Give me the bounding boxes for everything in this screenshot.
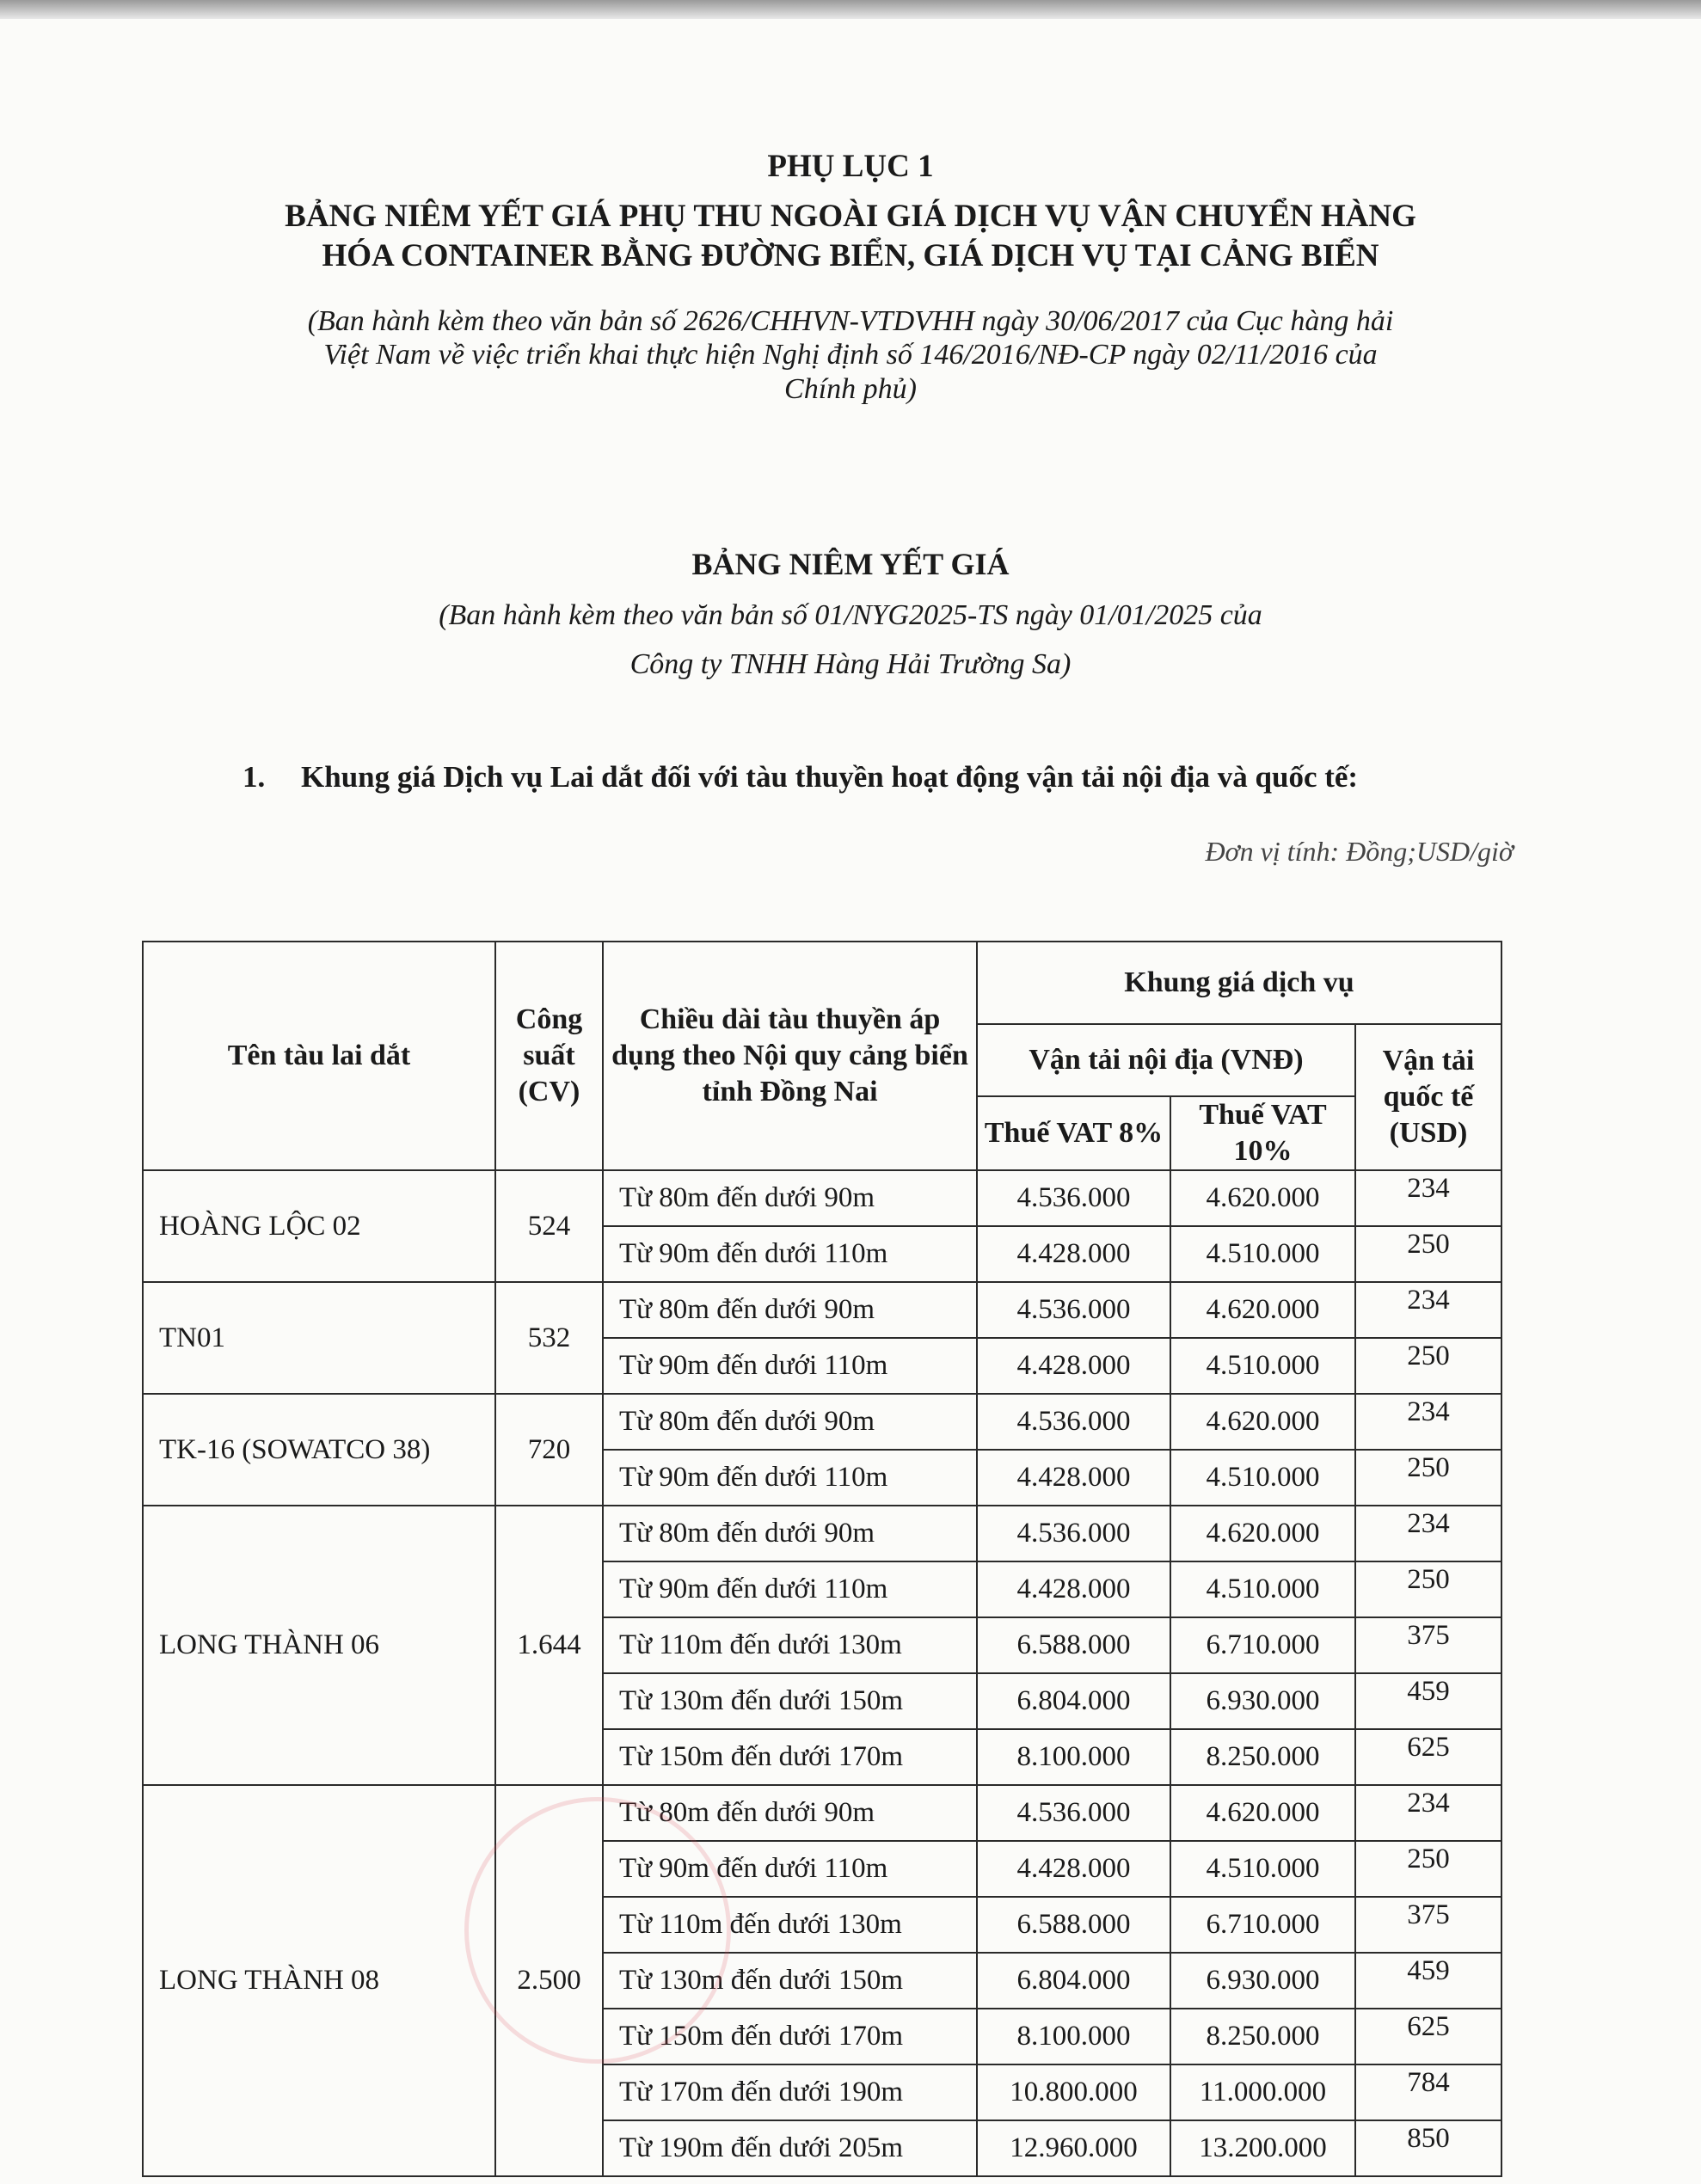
header-international: Vận tải quốc tế (USD) — [1355, 1024, 1501, 1170]
header-domestic: Vận tải nội địa (VNĐ) — [977, 1024, 1355, 1096]
price-usd: 784 — [1355, 2064, 1501, 2120]
table-row — [143, 1394, 1501, 1450]
price-usd: 234 — [1355, 1282, 1501, 1338]
price-vat10: 4.620.000 — [1170, 1282, 1355, 1338]
header-length: Chiều dài tàu thuyền áp dụng theo Nội quy cảng biển tỉnh Đồng Nai — [603, 942, 977, 1170]
length-range: Từ 110m đến dưới 130m — [603, 1897, 977, 1953]
length-range: Từ 90m đến dưới 110m — [603, 1841, 977, 1897]
price-usd: 234 — [1355, 1506, 1501, 1561]
tug-power: 1.644 — [495, 1506, 603, 1785]
price-vat10: 8.250.000 — [1170, 1729, 1355, 1785]
price-vat10: 4.510.000 — [1170, 1450, 1355, 1506]
tug-price-table — [142, 941, 1502, 2177]
price-vat10: 13.200.000 — [1170, 2120, 1355, 2176]
doc-note-line2: Việt Nam về việc triển khai thực hiện Nghị định số 146/2016/NĐ-CP ngày 02/11/2016 của — [323, 339, 1378, 371]
price-vat10: 4.510.000 — [1170, 1841, 1355, 1897]
tug-name: TN01 — [143, 1282, 495, 1394]
price-vat10: 4.510.000 — [1170, 1338, 1355, 1394]
table-row — [143, 1282, 1501, 1338]
price-vat10: 6.710.000 — [1170, 1617, 1355, 1673]
table-row — [143, 1785, 1501, 1841]
tug-name: HOÀNG LỘC 02 — [143, 1170, 495, 1282]
price-vat8: 4.428.000 — [977, 1450, 1170, 1506]
price-vat8: 4.428.000 — [977, 1338, 1170, 1394]
price-usd: 625 — [1355, 1729, 1501, 1785]
length-range: Từ 170m đến dưới 190m — [603, 2064, 977, 2120]
price-vat10: 4.510.000 — [1170, 1561, 1355, 1617]
length-range: Từ 80m đến dưới 90m — [603, 1506, 977, 1561]
price-usd: 459 — [1355, 1953, 1501, 2009]
header-power: Công suất (CV) — [495, 942, 603, 1170]
tug-power: 524 — [495, 1170, 603, 1282]
header-vat8: Thuế VAT 8% — [977, 1096, 1170, 1170]
tug-name: TK-16 (SOWATCO 38) — [143, 1394, 495, 1506]
price-vat10: 4.510.000 — [1170, 1226, 1355, 1282]
length-range: Từ 80m đến dưới 90m — [603, 1170, 977, 1226]
price-usd: 250 — [1355, 1450, 1501, 1506]
unit-label: Đơn vị tính: Đồng;USD/giờ — [1205, 836, 1514, 867]
price-vat8: 10.800.000 — [977, 2064, 1170, 2120]
price-vat10: 6.710.000 — [1170, 1897, 1355, 1953]
price-vat8: 8.100.000 — [977, 1729, 1170, 1785]
length-range: Từ 90m đến dưới 110m — [603, 1561, 977, 1617]
price-vat8: 6.804.000 — [977, 1673, 1170, 1729]
price-usd: 234 — [1355, 1170, 1501, 1226]
table-row — [143, 1506, 1501, 1561]
price-vat10: 11.000.000 — [1170, 2064, 1355, 2120]
price-usd: 375 — [1355, 1617, 1501, 1673]
length-range: Từ 90m đến dưới 110m — [603, 1226, 977, 1282]
tug-name: LONG THÀNH 06 — [143, 1506, 495, 1785]
tug-power: 532 — [495, 1282, 603, 1394]
price-list-note-line1: (Ban hành kèm theo văn bản số 01/NYG2025-TS ngày 01/01/2025 của — [439, 599, 1262, 631]
length-range: Từ 150m đến dưới 170m — [603, 2009, 977, 2064]
price-vat10: 6.930.000 — [1170, 1673, 1355, 1729]
price-usd: 234 — [1355, 1394, 1501, 1450]
price-usd: 250 — [1355, 1226, 1501, 1282]
price-vat8: 6.804.000 — [977, 1953, 1170, 2009]
price-vat8: 4.536.000 — [977, 1785, 1170, 1841]
price-list-title: BẢNG NIÊM YẾT GIÁ — [691, 547, 1010, 581]
length-range: Từ 80m đến dưới 90m — [603, 1394, 977, 1450]
tug-power: 2.500 — [495, 1785, 603, 2176]
tug-power: 720 — [495, 1394, 603, 1506]
price-vat8: 4.428.000 — [977, 1561, 1170, 1617]
price-vat8: 4.428.000 — [977, 1841, 1170, 1897]
price-usd: 234 — [1355, 1785, 1501, 1841]
length-range: Từ 130m đến dưới 150m — [603, 1953, 977, 2009]
scan-top-edge — [0, 0, 1701, 19]
price-usd: 625 — [1355, 2009, 1501, 2064]
price-vat8: 4.536.000 — [977, 1506, 1170, 1561]
price-vat8: 4.536.000 — [977, 1282, 1170, 1338]
price-vat10: 4.620.000 — [1170, 1394, 1355, 1450]
price-vat10: 4.620.000 — [1170, 1506, 1355, 1561]
header-tug-name: Tên tàu lai dắt — [143, 942, 495, 1170]
length-range: Từ 130m đến dưới 150m — [603, 1673, 977, 1729]
header-price-frame: Khung giá dịch vụ — [977, 942, 1501, 1024]
length-range: Từ 80m đến dưới 90m — [603, 1785, 977, 1841]
tug-name: LONG THÀNH 08 — [143, 1785, 495, 2176]
appendix-title: PHỤ LỤC 1 — [767, 149, 934, 184]
price-vat8: 4.428.000 — [977, 1226, 1170, 1282]
price-vat10: 4.620.000 — [1170, 1785, 1355, 1841]
price-vat8: 12.960.000 — [977, 2120, 1170, 2176]
doc-title-line1: BẢNG NIÊM YẾT GIÁ PHỤ THU NGOÀI GIÁ DỊCH VỤ VẬN CHUYỂN HÀNG — [285, 199, 1416, 234]
price-vat8: 4.536.000 — [977, 1170, 1170, 1226]
price-vat10: 4.620.000 — [1170, 1170, 1355, 1226]
length-range: Từ 90m đến dưới 110m — [603, 1450, 977, 1506]
doc-note-line3: Chính phủ) — [784, 373, 917, 405]
price-usd: 850 — [1355, 2120, 1501, 2176]
price-usd: 250 — [1355, 1338, 1501, 1394]
doc-note-line1: (Ban hành kèm theo văn bản số 2626/CHHVN-VTDVHH ngày 30/06/2017 của Cục hàng hải — [307, 305, 1394, 337]
section-number: 1. — [243, 760, 266, 794]
section-heading — [243, 760, 1358, 794]
price-usd: 250 — [1355, 1561, 1501, 1617]
price-vat8: 8.100.000 — [977, 2009, 1170, 2064]
price-usd: 250 — [1355, 1841, 1501, 1897]
length-range: Từ 90m đến dưới 110m — [603, 1338, 977, 1394]
length-range: Từ 190m đến dưới 205m — [603, 2120, 977, 2176]
price-vat10: 8.250.000 — [1170, 2009, 1355, 2064]
length-range: Từ 110m đến dưới 130m — [603, 1617, 977, 1673]
doc-title-line2: HÓA CONTAINER BẰNG ĐƯỜNG BIỂN, GIÁ DỊCH VỤ TẠI CẢNG BIỂN — [322, 238, 1379, 273]
price-usd: 459 — [1355, 1673, 1501, 1729]
price-vat10: 6.930.000 — [1170, 1953, 1355, 2009]
price-vat8: 6.588.000 — [977, 1617, 1170, 1673]
price-vat8: 6.588.000 — [977, 1897, 1170, 1953]
header-vat10: Thuế VAT 10% — [1170, 1096, 1355, 1170]
price-vat8: 4.536.000 — [977, 1394, 1170, 1450]
length-range: Từ 80m đến dưới 90m — [603, 1282, 977, 1338]
price-usd: 375 — [1355, 1897, 1501, 1953]
section-title: Khung giá Dịch vụ Lai dắt đối với tàu thuyền hoạt động vận tải nội địa và quốc tế: — [301, 760, 1359, 794]
length-range: Từ 150m đến dưới 170m — [603, 1729, 977, 1785]
price-list-note-line2: Công ty TNHH Hàng Hải Trường Sa) — [629, 648, 1072, 680]
table-row — [143, 1170, 1501, 1226]
